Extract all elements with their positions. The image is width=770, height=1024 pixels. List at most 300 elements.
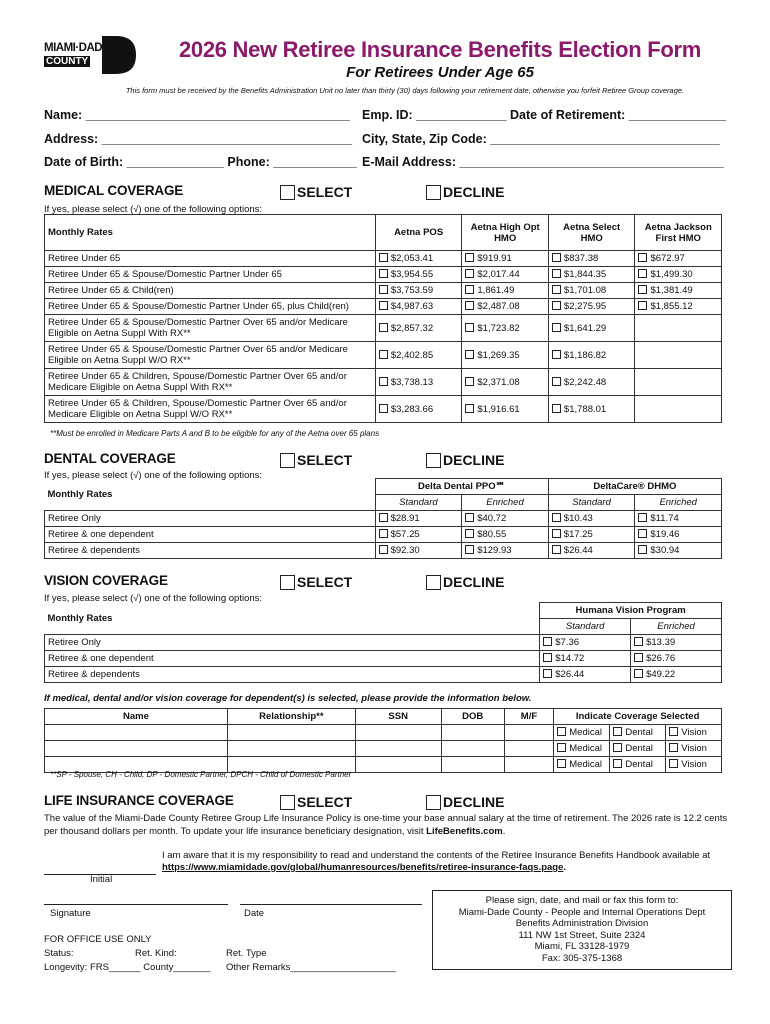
medical-empty-cell (635, 369, 722, 396)
rate-value: $837.38 (563, 253, 599, 264)
rate-checkbox[interactable] (465, 545, 474, 554)
rate-checkbox[interactable] (552, 529, 561, 538)
dental-rate-cell[interactable] (635, 511, 722, 527)
life-text-1: The value of the Miami-Dade County Retiree Group Life Insurance Policy is one-time your base annual salary at the time of retirement. The 2026 rate is 12.2 cents (44, 813, 728, 824)
dental-rate-cell[interactable] (375, 527, 462, 543)
rate-value: Vision (681, 759, 707, 770)
dependents-footnote: **SP - Spouse, CH - Child, DP - Domestic Partner, DPCH - Child of Domestic Partner (50, 770, 352, 779)
rate-value: $1,916.61 (477, 403, 520, 415)
dental-row (45, 543, 722, 559)
medical-row-label (45, 369, 376, 396)
dental-row-label (45, 511, 376, 527)
rate-value: $129.93 (477, 545, 512, 556)
medical-rate-cell[interactable] (548, 369, 635, 396)
medical-rate-cell[interactable] (548, 251, 635, 267)
dep-ssn-input[interactable] (355, 725, 441, 741)
rate-checkbox[interactable] (379, 513, 388, 522)
medical-rate-cell[interactable] (548, 342, 635, 369)
medical-rate-cell[interactable] (375, 342, 462, 369)
vision-if-yes: If yes, please select (√) one of the following options: (44, 593, 263, 604)
vision-select-checkbox[interactable] (280, 575, 295, 590)
rate-checkbox[interactable] (552, 513, 561, 522)
dependent-row (45, 741, 722, 757)
dep-coverage-option[interactable] (554, 725, 610, 741)
medical-rate-cell[interactable] (548, 267, 635, 283)
office-ret-kind: Ret. Kind: (135, 948, 177, 959)
rate-value: $14.72 (555, 653, 585, 664)
rate-checkbox[interactable] (634, 669, 643, 678)
vision-select-label: SELECT (297, 574, 353, 590)
office-title: FOR OFFICE USE ONLY (44, 934, 152, 945)
rate-checkbox[interactable] (465, 404, 474, 413)
dep-dob-input[interactable] (441, 741, 504, 757)
medical-row-label (45, 396, 376, 423)
medical-rate-cell[interactable] (548, 315, 635, 342)
handbook-link-end: . (563, 862, 567, 873)
mail-line-4: 111 NW 1st Street, Suite 2324 (518, 929, 646, 941)
rate-checkbox[interactable] (379, 545, 388, 554)
medical-empty-cell (635, 315, 722, 342)
dental-rate-cell[interactable] (462, 527, 549, 543)
medical-row (45, 267, 722, 283)
rate-checkbox[interactable] (379, 269, 388, 278)
medical-rate-cell[interactable] (375, 283, 462, 299)
vision-rate-cell[interactable] (540, 667, 631, 683)
rate-value: Medical (569, 743, 603, 754)
handbook-link[interactable]: https://www.miamidade.gov/global/humanresources/benefits/retiree-insurance-faqs.page (162, 862, 564, 873)
dental-sub-2: Enriched (462, 495, 549, 511)
vision-row-label (45, 651, 540, 667)
dental-sub-1: Standard (375, 495, 462, 511)
rate-checkbox[interactable] (552, 285, 561, 294)
rate-checkbox[interactable] (552, 545, 561, 554)
life-text-2-end: . (502, 826, 506, 837)
name-field[interactable]: Name: ______________________________________ (44, 108, 350, 122)
row-label: Retiree Under 65 & Spouse/Domestic Partner Under 65, plus Child(ren) (48, 301, 349, 312)
row-label: Retiree & dependents (48, 545, 140, 556)
rate-checkbox[interactable] (465, 350, 474, 359)
rate-checkbox[interactable] (638, 285, 647, 294)
life-text-2-body: per thousand dollars per month. To update your life insurance beneficiary designation, visit (44, 826, 427, 837)
rate-value: $1,186.82 (563, 349, 607, 361)
dep-coverage-option[interactable] (610, 725, 666, 741)
medical-select-checkbox[interactable] (280, 185, 295, 200)
rate-value: $7.36 (555, 637, 580, 648)
rate-value: $1,855.12 (650, 301, 693, 312)
date-label: Date (244, 908, 265, 919)
dental-row-label (45, 527, 376, 543)
rate-value: $672.97 (650, 253, 685, 264)
medical-rate-cell[interactable] (375, 267, 462, 283)
email-field[interactable]: E-Mail Address: ______________________________________ (362, 155, 724, 169)
dep-head-mf: M/F (504, 709, 554, 725)
dep-head-relationship: Relationship** (227, 709, 355, 725)
medical-row (45, 396, 722, 423)
medical-row (45, 315, 722, 342)
medical-rate-cell[interactable] (462, 369, 549, 396)
dep-mf-input[interactable] (504, 757, 554, 773)
rate-value: $49.22 (646, 669, 676, 680)
life-select-label: SELECT (297, 794, 353, 810)
medical-rate-cell[interactable] (635, 267, 722, 283)
rate-checkbox[interactable] (557, 759, 566, 768)
rate-checkbox[interactable] (552, 301, 561, 310)
rate-value: $1,844.35 (563, 269, 607, 280)
rate-checkbox[interactable] (465, 323, 474, 332)
medical-if-yes: If yes, please select (√) one of the following options: (44, 204, 263, 215)
dep-coverage-option[interactable] (666, 741, 722, 757)
dental-decline-label: DECLINE (443, 452, 505, 468)
dental-rate-cell[interactable] (375, 511, 462, 527)
medical-rate-cell[interactable] (375, 396, 462, 423)
dep-head-name: Name (45, 709, 228, 725)
dependents-table (44, 708, 722, 773)
vision-title: VISION COVERAGE (44, 573, 168, 588)
rate-checkbox[interactable] (557, 743, 566, 752)
rate-value: $2,017.44 (477, 269, 520, 280)
dep-dob-input[interactable] (441, 725, 504, 741)
rate-value: $80.55 (477, 529, 507, 540)
rate-value: $4,987.63 (390, 301, 434, 312)
medical-footnote: **Must be enrolled in Medicare Parts A and B to be eligible for any of the Aetna over 65 plans (50, 429, 380, 438)
vision-rate-cell[interactable] (631, 635, 722, 651)
aware-text-2 (162, 862, 566, 873)
dep-dob-input[interactable] (441, 757, 504, 773)
rate-checkbox[interactable] (552, 404, 561, 413)
dental-plan-ppo: Delta Dental PPO℠ (375, 479, 548, 495)
rate-value: $92.30 (390, 545, 420, 556)
medical-rate-cell[interactable] (462, 283, 549, 299)
rate-checkbox[interactable] (613, 759, 622, 768)
rate-checkbox[interactable] (465, 513, 474, 522)
rate-checkbox[interactable] (465, 529, 474, 538)
rate-checkbox[interactable] (379, 529, 388, 538)
row-label: Retiree & dependents (48, 669, 140, 680)
dep-coverage-option[interactable] (554, 741, 610, 757)
rate-value: Medical (569, 727, 603, 738)
rate-value: $1,499.30 (650, 269, 693, 280)
vision-rate-cell[interactable] (540, 635, 631, 651)
row-label: Retiree Only (48, 637, 101, 648)
medical-decline-checkbox[interactable] (426, 185, 441, 200)
rate-value: $3,283.66 (390, 403, 434, 415)
row-label: Retiree Under 65 & Children, Spouse/Domestic Partner Over 65 and/or Medicare Eligible on Aetna Suppl W/O RX** (48, 398, 347, 420)
dep-relationship-input[interactable] (227, 741, 355, 757)
medical-row-label (45, 283, 376, 299)
vision-rate-cell[interactable] (631, 667, 722, 683)
dental-row (45, 527, 722, 543)
vision-row-label (45, 635, 540, 651)
dep-name-input[interactable] (45, 741, 228, 757)
rate-value: $2,857.32 (390, 322, 434, 334)
office-longevity: Longevity: FRS______ County_______ (44, 962, 211, 973)
rate-checkbox[interactable] (669, 759, 678, 768)
medical-row (45, 342, 722, 369)
initial-label: Initial (90, 874, 113, 885)
vision-row (45, 635, 722, 651)
dep-head-dob: DOB (441, 709, 504, 725)
dep-coverage-option[interactable] (666, 725, 722, 741)
rate-checkbox[interactable] (379, 404, 388, 413)
medical-rate-cell[interactable] (548, 283, 635, 299)
city-field[interactable]: City, State, Zip Code: _________________________________ (362, 132, 720, 146)
dental-rate-cell[interactable] (548, 511, 635, 527)
dental-select-checkbox[interactable] (280, 453, 295, 468)
logo-line2: COUNTY (46, 56, 89, 67)
vision-row (45, 651, 722, 667)
vision-sub-2: Enriched (631, 619, 722, 635)
rate-checkbox[interactable] (543, 637, 552, 646)
medical-empty-cell (635, 342, 722, 369)
medical-rate-cell[interactable] (375, 315, 462, 342)
medical-rate-cell[interactable] (635, 251, 722, 267)
rate-checkbox[interactable] (634, 653, 643, 662)
rate-checkbox[interactable] (552, 377, 561, 386)
row-label: Retiree Under 65 & Children, Spouse/Domestic Partner Over 65 and/or Medicare Eligible on Aetna Suppl With RX** (48, 371, 347, 393)
col-aetna-pos: Aetna POS (375, 215, 462, 251)
rate-checkbox[interactable] (638, 301, 647, 310)
aware-text-1: I am aware that it is my responsibility to read and understand the contents of the Retiree Insurance Benefits Handbook available at (162, 850, 711, 861)
row-label: Retiree Under 65 & Child(ren) (48, 285, 174, 296)
mail-line-6: Fax: 305-375-1368 (541, 952, 623, 964)
rate-value: $919.91 (477, 253, 512, 264)
rate-value: $30.94 (650, 545, 680, 556)
medical-row-label (45, 267, 376, 283)
medical-row-label (45, 342, 376, 369)
medical-row-label (45, 315, 376, 342)
rate-checkbox[interactable] (634, 637, 643, 646)
rate-value: Dental (625, 743, 653, 754)
rate-value: $1,641.29 (563, 322, 607, 334)
rate-value: 1,861.49 (477, 285, 515, 296)
dental-rate-cell[interactable] (635, 527, 722, 543)
rate-checkbox[interactable] (379, 301, 388, 310)
rate-checkbox[interactable] (552, 350, 561, 359)
signature-line[interactable] (44, 904, 228, 905)
rate-value: $26.44 (563, 545, 593, 556)
mail-line-5: Miami, FL 33128-1979 (534, 941, 630, 952)
dental-table (44, 478, 722, 559)
rate-value: $2,275.95 (563, 301, 607, 312)
row-label: Retiree & one dependent (48, 529, 154, 540)
vision-table (44, 602, 722, 683)
dep-head-ssn: SSN (355, 709, 441, 725)
rate-value: $26.44 (555, 669, 585, 680)
vision-decline-checkbox[interactable] (426, 575, 441, 590)
rate-value: $2,242.48 (563, 376, 607, 388)
rate-checkbox[interactable] (465, 253, 474, 262)
office-other: Other Remarks____________________ (226, 962, 397, 973)
rate-checkbox[interactable] (465, 269, 474, 278)
date-line[interactable] (240, 904, 422, 905)
rate-value: Vision (681, 743, 707, 754)
life-text-2 (44, 826, 505, 837)
dep-mf-input[interactable] (504, 725, 554, 741)
rate-value: $2,487.08 (477, 301, 520, 312)
vision-rate-cell[interactable] (540, 651, 631, 667)
rate-checkbox[interactable] (552, 269, 561, 278)
rate-checkbox[interactable] (638, 529, 647, 538)
medical-rate-cell[interactable] (462, 299, 549, 315)
rate-checkbox[interactable] (638, 513, 647, 522)
dental-plan-dhmo: DeltaCare® DHMO (548, 479, 721, 495)
office-ret-type: Ret. Type (226, 948, 267, 959)
medical-rate-cell[interactable] (635, 299, 722, 315)
rate-checkbox[interactable] (552, 253, 561, 262)
mail-line-1: Please sign, date, and mail or fax this form to: (485, 895, 679, 906)
rate-checkbox[interactable] (543, 669, 552, 678)
dental-rate-cell[interactable] (548, 527, 635, 543)
dental-rate-cell[interactable] (375, 543, 462, 559)
vision-rate-cell[interactable] (631, 651, 722, 667)
life-select-checkbox[interactable] (280, 795, 295, 810)
rate-value: $2,371.08 (477, 376, 520, 388)
row-label: Retiree Under 65 & Spouse/Domestic Partner Over 65 and/or Medicare Eligible on Aetna Suppl With RX** (48, 317, 348, 339)
dep-coverage-option[interactable] (610, 757, 666, 773)
rate-checkbox[interactable] (379, 253, 388, 262)
rate-checkbox[interactable] (638, 253, 647, 262)
rate-value: $3,954.55 (390, 269, 434, 280)
address-field[interactable]: Address: ____________________________________ (44, 132, 352, 146)
rate-value: $3,753.59 (390, 285, 434, 296)
rate-checkbox[interactable] (638, 269, 647, 278)
medical-rate-cell[interactable] (375, 251, 462, 267)
life-title: LIFE INSURANCE COVERAGE (44, 793, 234, 808)
rate-value: $11.74 (650, 513, 679, 524)
dep-relationship-input[interactable] (227, 725, 355, 741)
dental-rate-cell[interactable] (548, 543, 635, 559)
dep-coverage-option[interactable] (554, 757, 610, 773)
mail-line-3: Benefits Administration Division (515, 918, 649, 929)
row-label: Retiree Only (48, 513, 101, 524)
medical-rate-cell[interactable] (462, 315, 549, 342)
vision-row (45, 667, 722, 683)
life-decline-label: DECLINE (443, 794, 505, 810)
rate-value: $2,402.85 (390, 349, 434, 361)
rate-value: $17.25 (563, 529, 593, 540)
medical-empty-cell (635, 396, 722, 423)
dental-title: DENTAL COVERAGE (44, 451, 176, 466)
mail-line-2: Miami-Dade County - People and Internal Operations Dept (458, 906, 706, 918)
rate-checkbox[interactable] (379, 350, 388, 359)
rate-checkbox[interactable] (669, 727, 678, 736)
medical-rate-cell[interactable] (462, 396, 549, 423)
rate-value: $3,738.13 (390, 376, 434, 388)
medical-rate-cell[interactable] (635, 283, 722, 299)
dep-name-input[interactable] (45, 725, 228, 741)
medical-decline-label: DECLINE (443, 184, 505, 200)
dep-ssn-input[interactable] (355, 741, 441, 757)
rate-value: $1,381.49 (650, 285, 693, 296)
col-aetna-select: Aetna Select HMO (548, 215, 635, 251)
dental-select-label: SELECT (297, 452, 353, 468)
dental-row-label (45, 543, 376, 559)
medical-row (45, 299, 722, 315)
rate-checkbox[interactable] (465, 377, 474, 386)
col-aetna-jackson: Aetna Jackson First HMO (635, 215, 722, 251)
medical-rate-cell[interactable] (462, 267, 549, 283)
rate-value: $19.46 (650, 529, 680, 540)
medical-rate-cell[interactable] (548, 299, 635, 315)
dep-coverage-option[interactable] (666, 757, 722, 773)
rate-checkbox[interactable] (379, 323, 388, 332)
rate-value: $2,053.41 (390, 253, 434, 264)
mail-box (432, 890, 732, 970)
dep-ssn-input[interactable] (355, 757, 441, 773)
rate-checkbox[interactable] (465, 285, 474, 294)
medical-rate-cell[interactable] (462, 251, 549, 267)
rate-checkbox[interactable] (552, 323, 561, 332)
medical-row (45, 283, 722, 299)
rate-checkbox[interactable] (557, 727, 566, 736)
dental-row (45, 511, 722, 527)
rate-checkbox[interactable] (669, 743, 678, 752)
dob-phone-field[interactable]: Date of Birth: ______________ Phone: ____________ (44, 155, 357, 169)
rate-checkbox[interactable] (638, 545, 647, 554)
dependent-row (45, 725, 722, 741)
office-status: Status: (44, 948, 74, 959)
medical-rate-cell[interactable] (462, 342, 549, 369)
dental-rate-cell[interactable] (635, 543, 722, 559)
rate-value: Medical (569, 759, 603, 770)
rate-checkbox[interactable] (379, 285, 388, 294)
dental-rate-cell[interactable] (462, 511, 549, 527)
row-label: Retiree Under 65 (48, 253, 121, 264)
dep-coverage-option[interactable] (610, 741, 666, 757)
medical-table (44, 214, 722, 423)
rate-value: $1,269.35 (477, 349, 520, 361)
emp-id-field[interactable]: Emp. ID: _____________ Date of Retirement: ______________ (362, 108, 727, 122)
vision-row-label (45, 667, 540, 683)
notice-text: This form must be received by the Benefits Administration Unit no later than thirty (30) days following your retirement date, otherwise you forfeit Retiree Group coverage. (125, 86, 685, 95)
medical-rate-cell[interactable] (375, 369, 462, 396)
rate-checkbox[interactable] (613, 743, 622, 752)
life-link[interactable]: LifeBenefits.com (426, 826, 503, 837)
dependents-intro: If medical, dental and/or vision coverage for dependent(s) is selected, please provide the information below. (44, 693, 532, 704)
dental-sub-4: Enriched (635, 495, 722, 511)
logo-mark (44, 34, 139, 76)
rate-value: $57.25 (390, 529, 420, 540)
rate-value: Dental (625, 759, 653, 770)
rate-checkbox[interactable] (543, 653, 552, 662)
rate-value: $26.76 (646, 653, 676, 664)
row-label: Retiree Under 65 & Spouse/Domestic Partner Over 65 and/or Medicare Eligible on Aetna Suppl W/O RX** (48, 344, 348, 366)
col-aetna-high: Aetna High Opt HMO (462, 215, 549, 251)
medical-row (45, 369, 722, 396)
life-decline-checkbox[interactable] (426, 795, 441, 810)
rate-value: Vision (681, 727, 707, 738)
medical-rate-cell[interactable] (375, 299, 462, 315)
medical-rate-cell[interactable] (548, 396, 635, 423)
signature-label: Signature (50, 908, 91, 919)
rate-checkbox[interactable] (379, 377, 388, 386)
logo-line1: MIAMI·DADE (44, 42, 110, 54)
vision-plan: Humana Vision Program (540, 603, 722, 619)
dental-rate-cell[interactable] (462, 543, 549, 559)
rate-value: $28.91 (390, 513, 420, 524)
medical-row (45, 251, 722, 267)
dental-decline-checkbox[interactable] (426, 453, 441, 468)
row-label: Retiree Under 65 & Spouse/Domestic Partner Under 65 (48, 269, 282, 280)
rate-value: $13.39 (646, 637, 676, 648)
rate-value: $1,723.82 (477, 322, 520, 334)
rate-checkbox[interactable] (465, 301, 474, 310)
rate-checkbox[interactable] (613, 727, 622, 736)
dep-mf-input[interactable] (504, 741, 554, 757)
medical-row-label (45, 251, 376, 267)
dental-sub-3: Standard (548, 495, 635, 511)
miami-dade-logo (44, 34, 139, 76)
